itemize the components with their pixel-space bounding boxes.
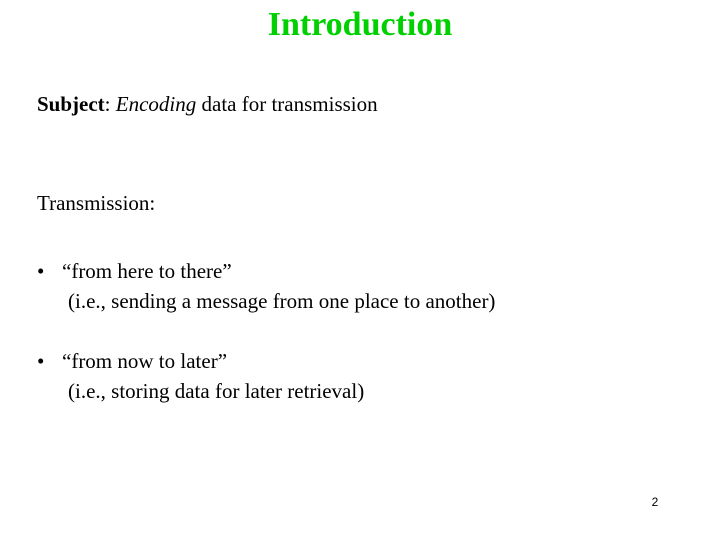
subject-separator: :: [104, 92, 116, 116]
bullet-subtext: (i.e., storing data for later retrieval): [68, 379, 365, 403]
bullet-text: “from here to there”: [62, 259, 232, 283]
subject-label: Subject: [37, 92, 105, 116]
page-number: 2: [651, 495, 659, 509]
bullet-marker: •: [37, 349, 45, 373]
subject-rest: data for transmission: [196, 92, 378, 116]
subject-line: [37, 90, 378, 118]
bullet-subtext: (i.e., sending a message from one place to another): [68, 289, 496, 313]
bullet-text: “from now to later”: [62, 349, 228, 373]
slide-title: Introduction: [267, 6, 453, 43]
subject-emphasis: Encoding: [115, 92, 197, 116]
bullet-marker: •: [37, 259, 45, 283]
transmission-label: Transmission:: [37, 191, 156, 215]
